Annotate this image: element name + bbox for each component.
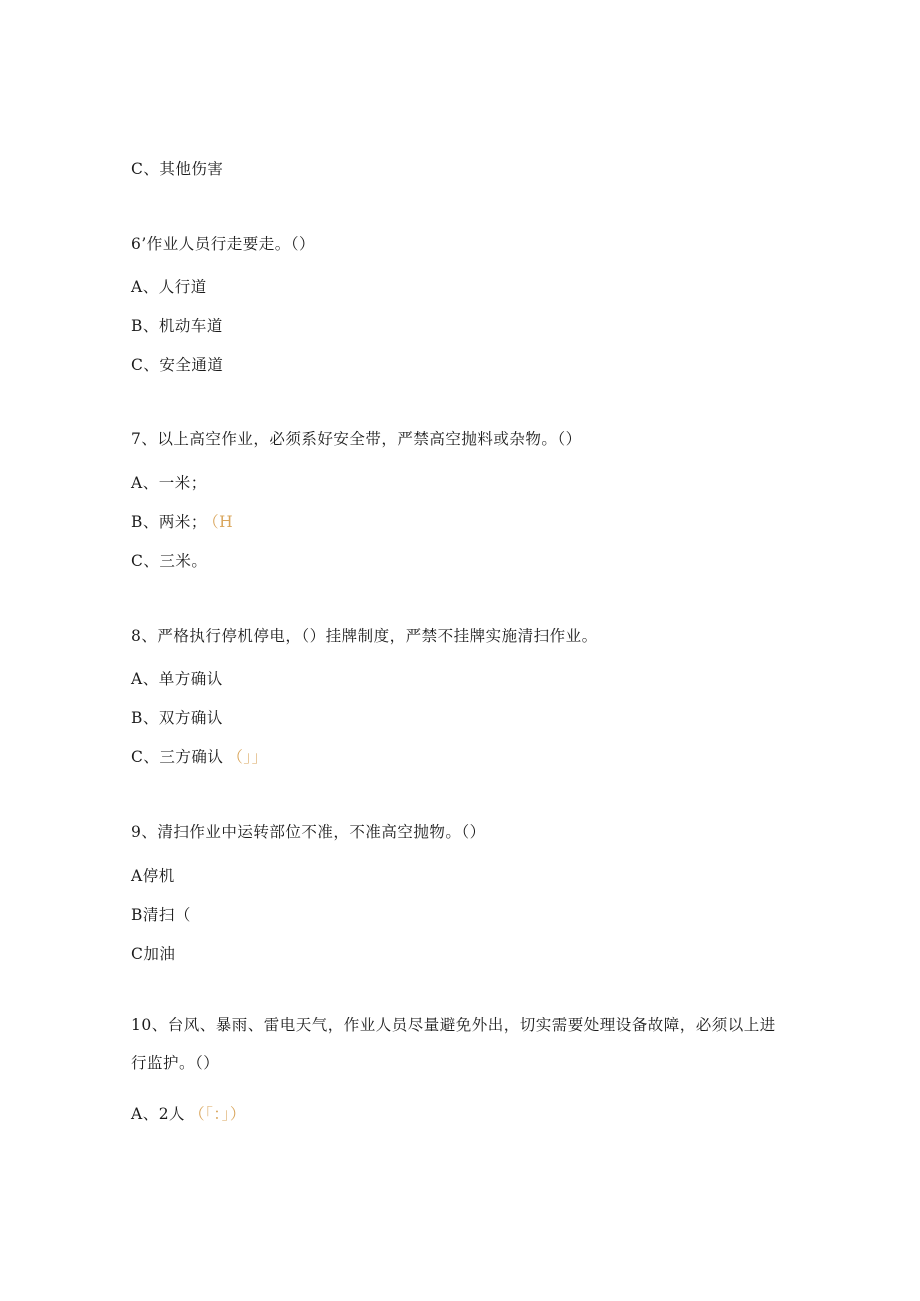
question-9-option-b: B清扫（	[131, 906, 191, 924]
question-6: 6’作业人员行走要走。（）	[131, 235, 316, 253]
question-10: 10、台风、暴雨、雷电天气，作业人员尽量避免外出，切实需要处理设备故障，必须以上进行监护。（）	[131, 1016, 776, 1072]
question-7-option-c: C、三米。	[131, 552, 208, 570]
annotation-mark: （」」	[227, 748, 268, 766]
question-8-option-c: C、三方确认 （」」	[131, 748, 268, 766]
question-9-option-a: A停机	[131, 867, 175, 885]
question-7-option-a: A、一米；	[131, 474, 207, 492]
question-9-option-c: C加油	[131, 945, 176, 963]
question-7: 7、以上高空作业，必须系好安全带，严禁高空抛料或杂物。（）	[131, 430, 582, 448]
question-6-option-c: C、安全通道	[131, 356, 224, 374]
question-7-option-b: B、两米； （H	[131, 513, 234, 531]
question-9: 9、清扫作业中运转部位不准，不准高空抛物。（）	[131, 823, 486, 841]
question-10-option-a: A、2人 （「：」）	[131, 1105, 246, 1123]
question-6-option-a: A、人行道	[131, 278, 207, 296]
option-c-other-injury: C、其他伤害	[131, 160, 224, 178]
question-8-option-a: A、单方确认	[131, 670, 223, 688]
question-6-option-b: B、机动车道	[131, 317, 223, 335]
annotation-mark: （H	[210, 513, 234, 531]
question-8: 8、严格执行停机停电，（）挂牌制度，严禁不挂牌实施清扫作业。	[131, 627, 598, 645]
question-8-option-b: B、双方确认	[131, 709, 223, 727]
annotation-mark: （「：」）	[189, 1105, 246, 1123]
